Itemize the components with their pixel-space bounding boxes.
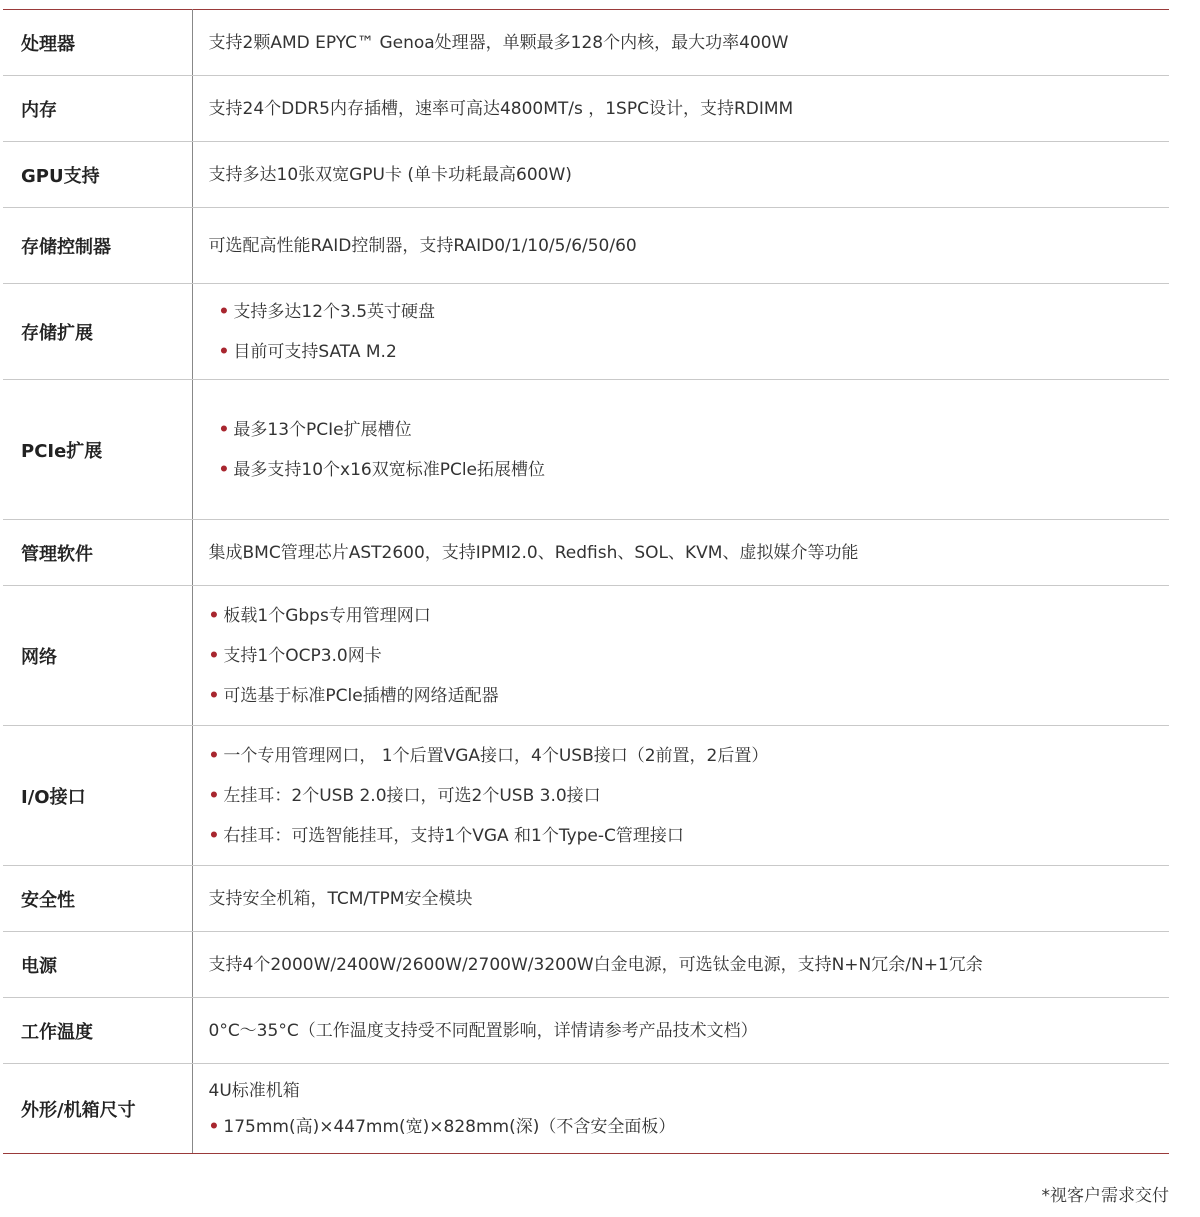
spec-text: 支持2颗AMD EPYC™ Genoa处理器，单颗最多128个内核，最大功率400W: [208, 32, 789, 53]
spec-text: 右挂耳：可选智能挂耳，支持1个VGA 和1个Type-C管理接口: [223, 825, 684, 846]
spec-row-management: [3, 520, 1169, 586]
spec-bullet-item: [209, 776, 1170, 816]
bullet-icon: •: [208, 605, 220, 626]
spec-value: [192, 520, 1169, 586]
spec-text: 支持多达10张双宽GPU卡 (单卡功耗最高600W): [208, 164, 572, 185]
spec-text: 目前可支持SATA M.2: [233, 341, 397, 362]
bullet-icon: •: [218, 419, 230, 440]
spec-value: [192, 1064, 1169, 1154]
spec-row-memory: [3, 76, 1169, 142]
spec-value: [192, 380, 1169, 520]
spec-bullet-item: [209, 292, 1170, 332]
spec-text: 可选基于标准PCle插槽的网络适配器: [223, 685, 499, 706]
spec-row-storage-expansion: [3, 284, 1169, 380]
spec-row-pcie: [3, 380, 1169, 520]
spec-label: 处理器: [3, 10, 192, 76]
spec-row-network: [3, 586, 1169, 726]
spec-bullet-item: [209, 596, 1170, 636]
spec-label: 电源: [3, 932, 192, 998]
spec-value: [192, 76, 1169, 142]
spec-text: 最多支持10个x16双宽标准PCle拓展槽位: [233, 459, 546, 480]
spec-text: 支持安全机箱，TCM/TPM安全模块: [208, 888, 473, 909]
spec-text: 支持多达12个3.5英寸硬盘: [233, 301, 436, 322]
spec-bullet-item: [209, 816, 1170, 856]
spec-bullet-item: [209, 1109, 1170, 1145]
spec-bullet-item: [209, 636, 1170, 676]
spec-text: 175mm(高)×447mm(宽)×828mm(深)（不含安全面板）: [223, 1116, 676, 1137]
footnote: *视客户需求交付: [1041, 1186, 1169, 1206]
spec-text: 支持24个DDR5内存插槽，速率可高达4800MT/s ，1SPC设计，支持RDIMM: [208, 98, 794, 119]
spec-label: 内存: [3, 76, 192, 142]
spec-value: [192, 10, 1169, 76]
spec-bullet-item: [209, 736, 1170, 776]
spec-text: 一个专用管理网口， 1个后置VGA接口，4个USB接口（2前置，2后置）: [223, 745, 769, 766]
bullet-icon: •: [208, 745, 220, 766]
spec-bullet-item: [209, 450, 1170, 490]
spec-label: GPU支持: [3, 142, 192, 208]
spec-text: 集成BMC管理芯片AST2600，支持IPMI2.0、Redfish、SOL、KVM、虚拟媒介等功能: [208, 542, 859, 563]
spec-label: 外形/机箱尺寸: [3, 1064, 192, 1154]
spec-row-power: [3, 932, 1169, 998]
spec-value: [192, 998, 1169, 1064]
spec-value: [192, 586, 1169, 726]
spec-row-gpu: [3, 142, 1169, 208]
spec-value: [192, 142, 1169, 208]
spec-row-temperature: [3, 998, 1169, 1064]
spec-label: 安全性: [3, 866, 192, 932]
bullet-icon: •: [208, 685, 220, 706]
bullet-icon: •: [208, 825, 220, 846]
spec-row-io: [3, 726, 1169, 866]
spec-text: 支持4个2000W/2400W/2600W/2700W/3200W白金电源，可选钛金电源，支持N+N冗余/N+1冗余: [208, 954, 983, 975]
spec-text: 支持1个OCP3.0网卡: [223, 645, 382, 666]
spec-text: 板载1个Gbps专用管理网口: [223, 605, 431, 626]
bullet-icon: •: [218, 341, 230, 362]
spec-bullet-item: [209, 332, 1170, 372]
spec-text: 最多13个PCIe扩展槽位: [233, 419, 412, 440]
spec-row-storage-controller: [3, 208, 1169, 284]
spec-row-cpu: [3, 10, 1169, 76]
spec-text: 0°C～35°C（工作温度支持受不同配置影响，详情请参考产品技术文档）: [208, 1020, 758, 1041]
spec-label: 工作温度: [3, 998, 192, 1064]
bullet-icon: •: [208, 645, 220, 666]
bullet-icon: •: [218, 301, 230, 322]
spec-text: 4U标准机箱: [208, 1080, 300, 1101]
bullet-icon: •: [208, 785, 220, 806]
spec-label: I/O接口: [3, 726, 192, 866]
spec-value: [192, 208, 1169, 284]
spec-value: [192, 284, 1169, 380]
spec-value: [192, 932, 1169, 998]
spec-table: [3, 9, 1169, 1154]
spec-value: [192, 726, 1169, 866]
spec-label: 管理软件: [3, 520, 192, 586]
spec-text: 左挂耳：2个USB 2.0接口，可选2个USB 3.0接口: [223, 785, 601, 806]
spec-value: [192, 866, 1169, 932]
spec-bullet-item: [209, 410, 1170, 450]
spec-label: PCIe扩展: [3, 380, 192, 520]
spec-label: 网络: [3, 586, 192, 726]
spec-text: 可选配高性能RAID控制器，支持RAID0/1/10/5/6/50/60: [208, 235, 637, 256]
spec-label: 存储控制器: [3, 208, 192, 284]
spec-row-form-factor: [3, 1064, 1169, 1154]
spec-bullet-item: [209, 676, 1170, 716]
bullet-icon: •: [218, 459, 230, 480]
spec-row-security: [3, 866, 1169, 932]
bullet-icon: •: [208, 1116, 220, 1137]
spec-label: 存储扩展: [3, 284, 192, 380]
